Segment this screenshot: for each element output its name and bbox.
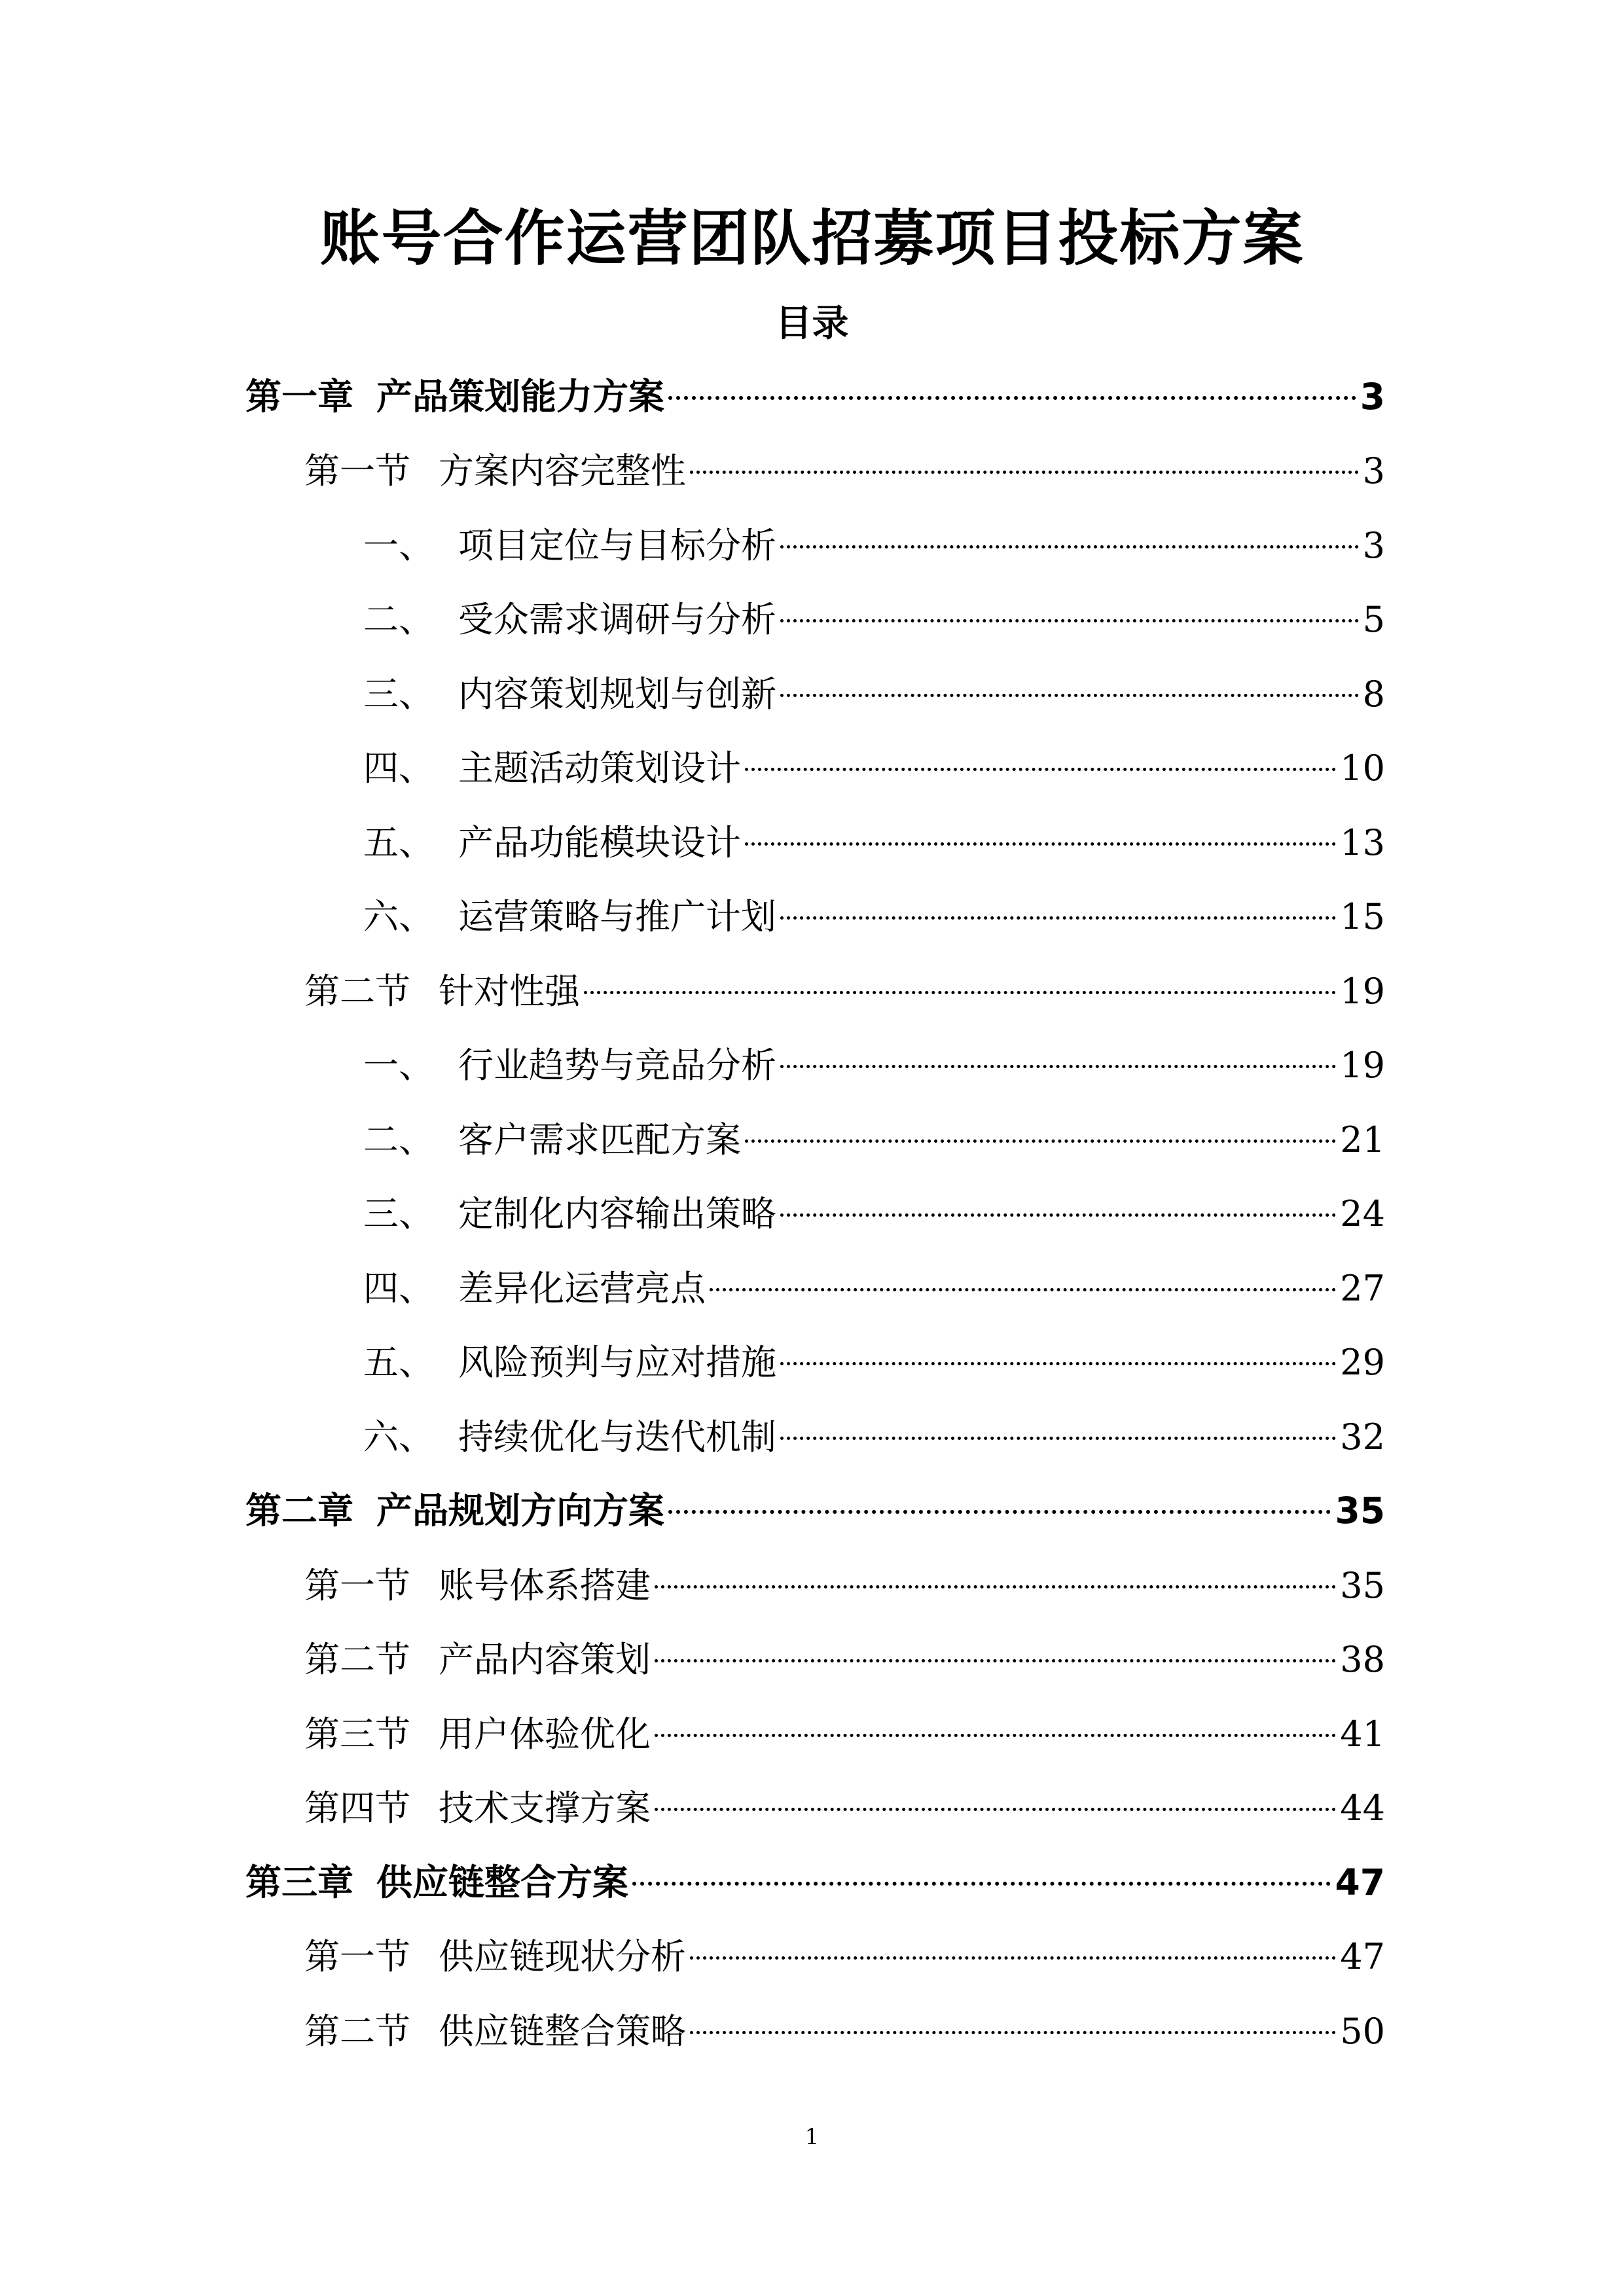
toc-entry-label: 行业趋势与竞品分析 xyxy=(458,1045,776,1086)
toc-entry-label: 产品功能模块设计 xyxy=(458,822,741,863)
toc-entry-label: 技术支撑方案 xyxy=(439,1787,651,1829)
toc-entry-label: 定制化内容输出策略 xyxy=(458,1193,776,1234)
toc-entry-section[interactable] xyxy=(304,1771,1385,1845)
toc-dot-leader xyxy=(780,1065,1336,1068)
toc-dot-leader xyxy=(710,1288,1336,1291)
toc-entry-label: 持续优化与迭代机制 xyxy=(458,1416,776,1458)
toc-entry-section[interactable] xyxy=(304,954,1385,1028)
toc-entry-item[interactable] xyxy=(363,583,1385,656)
toc-entry-item[interactable] xyxy=(363,1103,1385,1177)
toc-entry-number: 第一章 xyxy=(245,376,354,418)
toc-entry-label: 供应链现状分析 xyxy=(439,1936,686,1977)
toc-entry-page: 15 xyxy=(1340,896,1385,937)
toc-entry-chapter[interactable] xyxy=(245,1846,1385,1920)
toc-entry-number: 一、 xyxy=(363,525,434,566)
toc-entry-page: 29 xyxy=(1340,1342,1385,1383)
toc-entry-label: 受众需求调研与分析 xyxy=(458,599,776,640)
toc-entry-number: 五、 xyxy=(363,1342,434,1383)
toc-entry-label: 主题活动策划设计 xyxy=(458,747,741,789)
toc-entry-item[interactable] xyxy=(363,1251,1385,1325)
toc-dot-leader xyxy=(745,1139,1336,1143)
toc-dot-leader xyxy=(655,1734,1336,1737)
toc-entry-section[interactable] xyxy=(304,1623,1385,1696)
toc-entry-number: 六、 xyxy=(363,1416,434,1458)
toc-entry-number: 四、 xyxy=(363,747,434,789)
toc-entry-chapter[interactable] xyxy=(245,1474,1385,1548)
toc-entry-label: 运营策略与推广计划 xyxy=(458,896,776,937)
toc-entry-label: 供应链整合策略 xyxy=(439,2011,686,2052)
toc-entry-number: 二、 xyxy=(363,599,434,640)
toc-entry-number: 一、 xyxy=(363,1045,434,1086)
toc-entry-section[interactable] xyxy=(304,1697,1385,1771)
toc-entry-number: 第一节 xyxy=(304,1936,410,1977)
toc-dot-leader xyxy=(780,1362,1336,1365)
toc-entry-label: 差异化运营亮点 xyxy=(458,1268,706,1309)
toc-entry-number: 六、 xyxy=(363,896,434,937)
toc-entry-item[interactable] xyxy=(363,731,1385,805)
toc-entry-number: 第二节 xyxy=(304,2011,410,2052)
toc-entry-section[interactable] xyxy=(304,434,1385,508)
toc-entry-page: 50 xyxy=(1340,2011,1385,2052)
toc-entry-page: 35 xyxy=(1340,1565,1385,1606)
toc-entry-label: 针对性强 xyxy=(439,971,580,1012)
toc-entry-page: 32 xyxy=(1340,1416,1385,1458)
toc-entry-label: 内容策划规划与创新 xyxy=(458,673,776,715)
toc-entry-number: 第二节 xyxy=(304,1639,410,1680)
toc-entry-item[interactable] xyxy=(363,1400,1385,1474)
toc-entry-number: 三、 xyxy=(363,673,434,715)
toc-dot-leader xyxy=(780,1213,1336,1217)
toc-entry-label: 风险预判与应对措施 xyxy=(458,1342,776,1383)
toc-entry-page: 3 xyxy=(1362,450,1385,492)
toc-dot-leader xyxy=(655,1808,1336,1811)
toc-entry-number: 第二章 xyxy=(245,1490,354,1532)
toc-entry-page: 19 xyxy=(1340,971,1385,1012)
toc-entry-number: 第一节 xyxy=(304,1565,410,1606)
toc-entry-page: 19 xyxy=(1340,1045,1385,1086)
toc-dot-leader xyxy=(668,396,1356,400)
toc-entry-label: 产品策划能力方案 xyxy=(376,376,665,418)
toc-entry-section[interactable] xyxy=(304,1920,1385,1994)
toc-entry-label: 产品规划方向方案 xyxy=(376,1490,665,1532)
toc-entry-item[interactable] xyxy=(363,1325,1385,1399)
toc-entry-item[interactable] xyxy=(363,509,1385,583)
toc-entry-number: 第四节 xyxy=(304,1787,410,1829)
toc-entry-page: 24 xyxy=(1340,1193,1385,1234)
document-title: 账号合作运营团队招募项目投标方案 xyxy=(319,204,1305,274)
toc-entry-label: 项目定位与目标分析 xyxy=(458,525,776,566)
toc-entry-item[interactable] xyxy=(363,1177,1385,1251)
toc-dot-leader xyxy=(668,1510,1331,1514)
toc-dot-leader xyxy=(780,619,1359,622)
toc-dot-leader xyxy=(690,471,1359,474)
toc-entry-label: 账号体系搭建 xyxy=(439,1565,651,1606)
toc-dot-leader xyxy=(780,1437,1336,1440)
toc-entry-number: 第三章 xyxy=(245,1861,354,1903)
toc-dot-leader xyxy=(655,1585,1336,1588)
toc-entry-item[interactable] xyxy=(363,1028,1385,1102)
toc-dot-leader xyxy=(780,916,1336,920)
toc-entry-page: 27 xyxy=(1340,1268,1385,1309)
toc-entry-page: 44 xyxy=(1340,1787,1385,1829)
toc-entry-page: 35 xyxy=(1335,1490,1385,1532)
toc-entry-item[interactable] xyxy=(363,657,1385,731)
toc-entry-page: 41 xyxy=(1340,1713,1385,1755)
toc-entry-label: 用户体验优化 xyxy=(439,1713,651,1755)
toc-entry-item[interactable] xyxy=(363,880,1385,954)
toc-entry-page: 13 xyxy=(1340,822,1385,863)
toc-entry-chapter[interactable] xyxy=(245,360,1385,434)
toc-entry-page: 38 xyxy=(1340,1639,1385,1680)
toc-entry-number: 第一节 xyxy=(304,450,410,492)
toc-dot-leader xyxy=(655,1659,1336,1662)
toc-entry-page: 5 xyxy=(1362,599,1385,640)
toc-entry-label: 产品内容策划 xyxy=(439,1639,651,1680)
toc-entry-label: 方案内容完整性 xyxy=(439,450,686,492)
toc-entry-number: 四、 xyxy=(363,1268,434,1309)
toc-dot-leader xyxy=(745,768,1336,771)
toc-entry-number: 五、 xyxy=(363,822,434,863)
toc-entry-number: 第二节 xyxy=(304,971,410,1012)
toc-entry-page: 3 xyxy=(1360,376,1385,418)
toc-dot-leader xyxy=(632,1882,1331,1886)
toc-dot-leader xyxy=(745,842,1336,846)
toc-entry-page: 47 xyxy=(1335,1861,1385,1903)
toc-entry-page: 8 xyxy=(1362,673,1385,715)
toc-entry-number: 二、 xyxy=(363,1119,434,1160)
toc-dot-leader xyxy=(690,1956,1336,1960)
toc-entry-number: 三、 xyxy=(363,1193,434,1234)
toc-dot-leader xyxy=(780,545,1359,548)
toc-entry-label: 供应链整合方案 xyxy=(376,1861,629,1903)
toc-entry-page: 10 xyxy=(1340,747,1385,789)
toc-entry-section[interactable] xyxy=(304,1549,1385,1623)
toc-entry-number: 第三节 xyxy=(304,1713,410,1755)
toc-dot-leader xyxy=(584,991,1336,994)
page-number: 1 xyxy=(804,2124,820,2150)
toc-dot-leader xyxy=(690,2031,1336,2034)
toc-entry-label: 客户需求匹配方案 xyxy=(458,1119,741,1160)
toc-entry-page: 3 xyxy=(1362,525,1385,566)
toc-dot-leader xyxy=(780,694,1359,697)
toc-entry-item[interactable] xyxy=(363,806,1385,880)
toc-entry-section[interactable] xyxy=(304,1994,1385,2068)
toc-entry-page: 47 xyxy=(1340,1936,1385,1977)
toc-heading: 目录 xyxy=(775,302,849,345)
toc-entry-page: 21 xyxy=(1340,1119,1385,1160)
